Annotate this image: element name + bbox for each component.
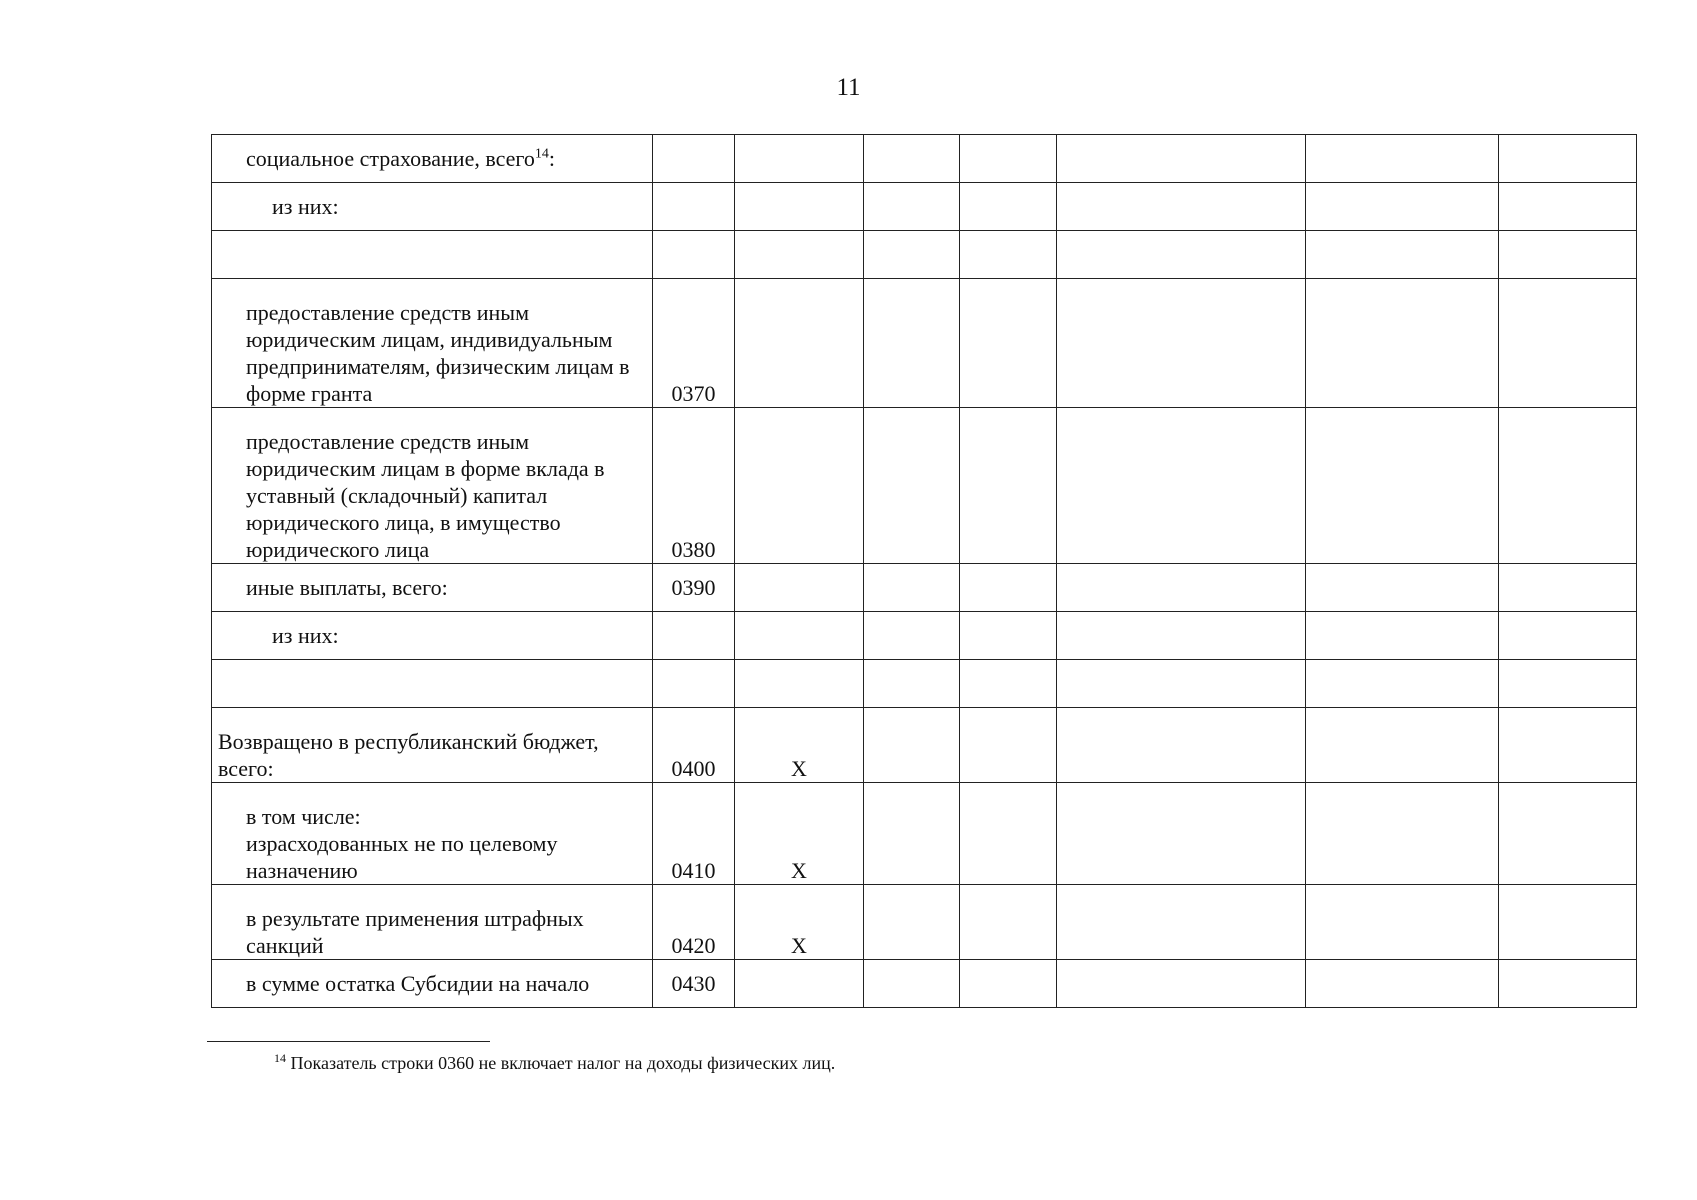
table-cell [1499,231,1637,279]
table-cell [1057,564,1306,612]
table-cell [735,612,864,660]
table-cell [1306,660,1499,708]
table-row [212,660,1637,708]
table-cell [960,135,1057,183]
table-cell [1499,885,1637,960]
table-row [212,231,1637,279]
table-cell [1057,960,1306,1008]
table-cell [960,279,1057,408]
table-cell [1057,408,1306,564]
table-cell [960,885,1057,960]
footnote-text: Показатель строки 0360 не включает налог на доходы физических лиц. [290,1053,836,1073]
table-cell [864,135,960,183]
table-cell [864,960,960,1008]
row-code [653,231,735,279]
row-code: 0380 [653,408,735,564]
row-label: в том числе: израсходованных не по целевому назначению [212,783,653,885]
table-row [212,135,1637,183]
row-label: из них: [212,183,653,231]
table-cell [1499,708,1637,783]
table-cell [960,612,1057,660]
table-row [212,564,1637,612]
row-label: в сумме остатка Субсидии на начало [212,960,653,1008]
row-code: 0370 [653,279,735,408]
table-cell [1499,783,1637,885]
row-label [212,231,653,279]
row-code [653,660,735,708]
table-cell [1057,135,1306,183]
table-cell [1057,612,1306,660]
row-label: из них: [212,612,653,660]
table-row [212,279,1637,408]
table-cell [960,183,1057,231]
table-cell [1306,960,1499,1008]
footnote-separator [207,1041,490,1042]
table-cell [1306,783,1499,885]
table-cell [1057,885,1306,960]
table-cell [1499,660,1637,708]
table-cell [960,783,1057,885]
table-cell [1499,279,1637,408]
table-cell [1499,564,1637,612]
table-cell [960,708,1057,783]
table-cell [1499,183,1637,231]
table-cell [1306,612,1499,660]
table-cell [1306,231,1499,279]
row-code [653,612,735,660]
row-code: 0420 [653,885,735,960]
table-cell [864,660,960,708]
footnote [274,1053,835,1074]
table-cell [1306,279,1499,408]
table-row [212,960,1637,1008]
table-cell [1057,231,1306,279]
table-cell [864,183,960,231]
table-cell [864,279,960,408]
table-row [212,408,1637,564]
table-cell [1499,960,1637,1008]
table-cell [1499,135,1637,183]
table-row [212,183,1637,231]
not-applicable-mark: X [735,708,864,783]
table-cell [1306,408,1499,564]
table-cell [960,231,1057,279]
table-cell [1057,183,1306,231]
row-label [212,660,653,708]
row-sublabel: в том числе: [246,804,361,829]
row-code: 0410 [653,783,735,885]
table-cell [1306,885,1499,960]
row-code: 0430 [653,960,735,1008]
row-code: 0400 [653,708,735,783]
table-cell [735,135,864,183]
table-cell [735,183,864,231]
table-cell [1306,564,1499,612]
table-cell [1499,408,1637,564]
table-cell [1057,279,1306,408]
table-cell [864,612,960,660]
table-cell [864,708,960,783]
table-cell [1499,612,1637,660]
table-cell [735,279,864,408]
table-cell [735,960,864,1008]
table-cell [864,885,960,960]
row-label: в результате применения штрафных санкций [212,885,653,960]
row-label: предоставление средств иным юридическим лицам, индивидуальным предпринимателям, физическим лицам в форме гранта [212,279,653,408]
table-cell [864,564,960,612]
table-cell [1306,135,1499,183]
table-cell [1057,660,1306,708]
table-row [212,612,1637,660]
table-cell [864,783,960,885]
row-label: иные выплаты, всего: [212,564,653,612]
report-table [211,134,1637,1008]
table-cell [735,231,864,279]
footnote-marker: 14 [534,146,549,162]
footnote-marker: 14 [274,1051,286,1065]
page-number: 11 [836,74,861,101]
row-code [653,183,735,231]
table-cell [1057,783,1306,885]
table-cell [1306,708,1499,783]
row-label: социальное страхование, всего$^{14}$: [212,135,653,183]
table-cell [960,564,1057,612]
table-cell [864,231,960,279]
table-row [212,885,1637,960]
table-cell [735,564,864,612]
table-cell [735,660,864,708]
row-label: Возвращено в республиканский бюджет, всего: [212,708,653,783]
not-applicable-mark: X [735,783,864,885]
table-cell [735,408,864,564]
not-applicable-mark: X [735,885,864,960]
row-code [653,135,735,183]
row-label: предоставление средств иным юридическим лицам в форме вклада в уставный (складочный) капитал юридического лица, в имущество юридического лица [212,408,653,564]
table-cell [1057,708,1306,783]
table-cell [864,408,960,564]
table-cell [960,960,1057,1008]
table-cell [960,408,1057,564]
row-code: 0390 [653,564,735,612]
table-cell [1306,183,1499,231]
table-cell [960,660,1057,708]
table-row [212,708,1637,783]
table-row [212,783,1637,885]
